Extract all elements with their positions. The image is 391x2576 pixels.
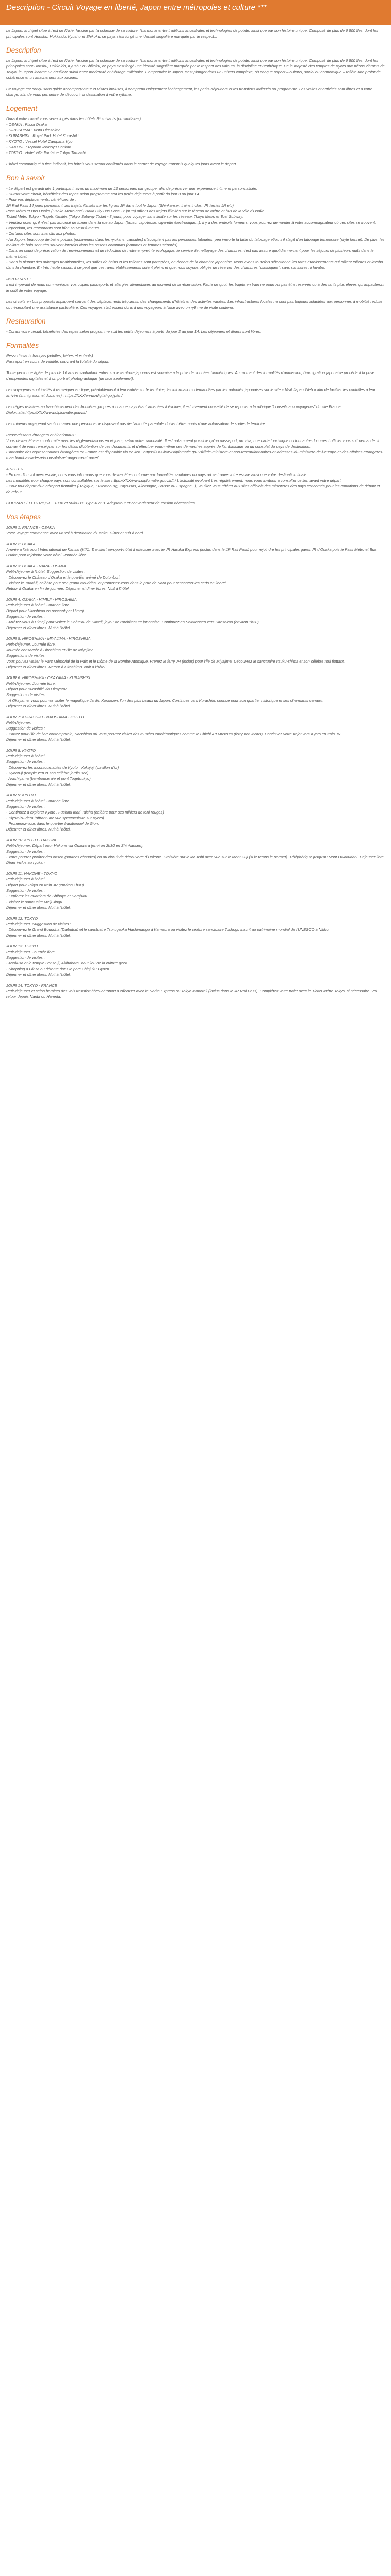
itinerary-day-title: JOUR 3: OSAKA - NARA - OSAKA xyxy=(6,564,67,568)
itinerary-day-title: JOUR 4: OSAKA - HIMEJI - HIROSHIMA xyxy=(6,597,77,602)
itinerary-day xyxy=(6,916,385,938)
itinerary-day-title: JOUR 2: OSAKA xyxy=(6,541,36,546)
itinerary-day-body: Petit-déjeuner à l'hôtel. Suggestion de visites : · Découvrez les incontournables de Kyoto : Kokujuji (pavillon d'or) · Ryoan-ji (temple zen et son célèbre jardin sec) · Arashiyama (bambouseraie et pont Togetsukyo). Déjeuner et dîner libres. Nuit à l'hôtel. xyxy=(6,754,119,787)
itinerary-day-title: JOUR 14: TOKYO - FRANCE xyxy=(6,983,57,988)
formalites-paragraph: Les règles relatives au franchissement des frontières propres à chaque pays étant amenées à évoluer, il est vivement conseillé de se reporter à la rubrique "conseils aux voyageurs" du site France Diplomatie.https://XXX/www.diplomatie.gouv.fr/ xyxy=(6,404,341,415)
formalites-paragraph: Toute personne âgée de plus de 16 ans et souhaitant entrer sur le territoire japonais est soumise à la prise de données biométriques. Au moment des formalités d'admission, l'immigration japonaise procède à la prise d'empreintes digitales et à un portrait photographique (de face seulement). xyxy=(6,370,374,381)
itinerary-day-title: JOUR 11: HAKONE - TOKYO xyxy=(6,871,57,876)
formalites-paragraph: A NOTER : - En cas d'un vol avec escale, nous vous informons que vous devrez être conforme aux formalités sanitaires du pays où se trouve votre escale ainsi que votre destination finale. Les modalités pour chaque pays sont consultables sur le site https://XXX/www.diplomatie.gouv.fr/fr/ L'actualité évoluant très régulièrement, nous vous invitons à consulter ce lien avant votre départ. - Pour tout départ d'un aéroport frontalier (Belgique, Luxembourg, Pays-Bas, Allemagne, Suisse ou Espagne...), veuillez vous référer aux sites officiels des ministères des pays concernés pour les conditions de départ et de retour. xyxy=(6,467,380,494)
itinerary-day-title: JOUR 12: TOKYO xyxy=(6,916,38,921)
logement-heading: Logement xyxy=(6,105,38,112)
itinerary-day-body: Votre voyage commence avec un vol à destination d'Osaka. Dîner et nuit à bord. xyxy=(6,531,144,535)
formalites-paragraph: Les mineurs voyageant seuls ou avec une personne ne disposant pas de l'autorité parentale doivent être munis d'une autorisation de sortie de territoire. xyxy=(6,421,266,426)
restauration-heading: Restauration xyxy=(6,317,46,325)
itinerary-day xyxy=(6,871,385,910)
description-heading: Description xyxy=(6,46,41,54)
itinerary-day xyxy=(6,837,385,866)
itinerary-day-body: Petit-déjeuner et selon horaires des vols transfert hôtel-aéroport à effectuer avec le Narita Express ou Tokyo Monorail (inclus dans le JR Rail Pass). Complétez votre trajet avec le Ticket Métro Tokyo, si nécessaire. Vol retour depuis Narita ou Haneda. xyxy=(6,989,377,999)
bon-a-savoir-paragraph: Les circuits en bus proposés impliquent souvent des déplacements fréquents, des changements d'hôtels et des activités variées. Les infrastructures locales ne sont pas toujours adaptées aux personnes à mobilité réduite ou nécessitant une assistance particulière. Ces voyages s'adressent donc à des voyageurs à l'aise avec un rythme de visite soutenu. xyxy=(6,299,383,310)
description-paragraph: Ce voyage est conçu sans guide accompagnateur et visites incluses, il comprend uniquement l'hébergement, les petits-déjeuners et les transferts indiqués au programme. Les visites et activités sont libres et à votre charge, afin de vous permettre de découvrir la destination à votre rythme. xyxy=(6,87,373,97)
formalites-paragraph: Ressortissants français (adultes, bébés et enfants) : Passeport en cours de validité, couvrant la totalité du séjour. xyxy=(6,353,110,364)
itinerary-day xyxy=(6,748,385,787)
etapes-heading: Vos étapes xyxy=(6,513,41,521)
itinerary-list xyxy=(6,524,385,999)
formalites-paragraph: Ressortissants étrangers et binationaux : Vous devrez être en conformité avec les réglementations en vigueur, selon votre nationalité. Il est notamment possible qu'un passeport, un visa, une carte touristique ou tout autre document officiel vous soit demandé. Il convient de vous renseigner sur les délais d'obtention de ces documents et d'effectuer vous-même ces démarches auprès de l'ambassade ou du consulat du pays de destination. L'annuaire des représentations étrangères en France est disponible via ce lien : https://XXX/www.diplomatie.gouv.fr/fr/le-ministere-et-son-reseau/annuaires-et-adresses-du-ministere-de-l-europe-et-des-affaires-etrangeres-maedi/ambassades-et-consulats-etrangers-en-france/ xyxy=(6,433,384,460)
itinerary-day xyxy=(6,982,385,999)
itinerary-day-body: Petit-déjeuner à l'hôtel. Journée libre. Suggestion de visites : · Continuez à explorer Kyoto : Fushimi Inari Taisha (célèbre pour ses milliers de torii rouges) · Kiyomizu-dera (offrant une vue spectaculaire sur Kyoto). · Promenez-vous dans le quartier traditionnel de Gion. Déjeuner et dîner libres. Nuit à l'hôtel. xyxy=(6,799,164,832)
bon-a-savoir-heading: Bon à savoir xyxy=(6,174,45,182)
itinerary-day-title: JOUR 6: HIROSHIMA - OKAYAMA - KURASHIKI xyxy=(6,675,90,680)
itinerary-day xyxy=(6,714,385,742)
itinerary-day-body: Petit-déjeuner à l'hôtel. Journée libre. Départ pour Hiroshima en passant par Himeji. Suggestion de visites : · Arrêtez-vous à Himeji pour visiter le Château de Himeji, joyau de l'architecture japonaise. Continuez en Shinkansen vers Hiroshima (environ 1h30). Déjeuner et dîner libres. Nuit à l'hôtel. xyxy=(6,603,260,630)
itinerary-day xyxy=(6,524,385,536)
itinerary-day-title: JOUR 13: TOKYO xyxy=(6,944,38,948)
itinerary-day-body: Petit-déjeuner. Suggestion de visites : · Découvrez le Grand Bouddha (Daibutsu) et le sanctuaire Tsurugaoka Hachimangu à Kamaura ou visitez le célèbre sanctuaire Toshogu inscrit au patrimoine mondial de l'UNESCO à Nikko. Déjeuner et dîner libres. Nuit à l'hôtel. xyxy=(6,922,330,938)
page-title: Description - Circuit Voyage en liberté, Japon entre métropoles et culture *** xyxy=(6,3,267,12)
intro-text: Le Japon, archipel situé à l'est de l'Asie, fascine par la richesse de sa culture, l'harmonie entre traditions ancestrales et technologies de pointe, ainsi que par son histoire unique. Composé de plus de 6 800 îles, dont les principales sont Honshu, Hokkaido, Kyushu et Shikoku, ce pays s'est forgé une identité singulière marquée par le respect... xyxy=(6,28,378,39)
itinerary-day xyxy=(6,675,385,709)
itinerary-day-title: JOUR 8: KYOTO xyxy=(6,748,36,753)
itinerary-day-body: Petit-déjeuner. Journée libre. Départ pour Kurashiki via Okayama. Suggestions de visites : · À Okayama, vous pourrez visiter le magnifique Jardin Korakuen, l'un des plus beaux du Japon. Continuez vers Kurashiki, connue pour son quartier historique et ses charmants canaux. Déjeuner et dîner libres. Nuit à l'hôtel. xyxy=(6,681,323,708)
itinerary-day-body: Petit-déjeuner à l'hôtel. Départ pour Tokyo en train JR (environ 1h30). Suggestion de visites : · Explorez les quartiers de Shibuya et Harajuku. · Visitez le sanctuaire Meiji Jingu. Déjeuner et dîner libres. Nuit à l'hôtel. xyxy=(6,877,88,910)
bon-a-savoir-paragraph: IMPORTANT : Il est impératif de nous communiquer vos copies passeports et allergies alimentaires au moment de la réservation. Faute de quoi, les trajets en train ne pourront pas être réservés ou à des tarifs plus élevés qui impacteront le coût de votre voyage. xyxy=(6,277,385,293)
itinerary-day-body: Petit-déjeuner. Suggestion de visites : · Partez pour l'île de l'art contemporain, Naoshima où vous pourrez visiter des musées emblématiques comme le Chichi Art Museum (ferry non inclus). Continuez votre trajet vers Kyoto en train JR. Déjeuner et dîner libres. Nuit à l'hôtel. xyxy=(6,720,342,742)
itinerary-day-title: JOUR 10: KYOTO - HAKONE xyxy=(6,838,58,842)
description-paragraph: Le Japon, archipel situé à l'est de l'Asie, fascine par la richesse de sa culture, l'harmonie entre traditions ancestrales et technologies de pointe, ainsi que par son histoire unique. Composé de plus de 6 800 îles, dont les principales sont Honshu, Hokkaido, Kyushu et Shikoku, ce pays s'est forgé une identité singulière marquée par le respect des valeurs, la discipline et l'esthétique. De la majesté des temples de Kyoto aux néons vibrants de Tokyo, le Japon incarne un équilibre subtil entre modernité et héritage millénaire. Comprendre le Japon, c'est plonger dans un univers complexe, où chaque aspect – culturel, social ou économique – reflète une profonde cohérence et un attachement aux racines. xyxy=(6,58,385,80)
itinerary-day-body: Petit-déjeuner. Journée libre. Journée consacrée à Hiroshima et l'île de Miyajima. Suggestions de visites : Vous pouvez visiter le Parc Mémorial de la Paix et le Dôme de la Bombe Atomique. Prenez le ferry JR (inclus) pour l'île de Miyajima. Découvrez le sanctuaire Itsuku-shima et son célèbre torii flottant. Déjeuner et dîner libres. Retour à Hiroshima. Nuit à l'hôtel. xyxy=(6,642,345,669)
itinerary-day-body: Arrivée à l'aéroport International de Kansai (KIX). Transfert aéroport-hôtel à effectuer avec le JR Haruka Express (inclus dans le JR Rail Pass) pour rejoindre les principales gares JR d'Osaka puis le Pass Métro et Bus Osaka pour rejoindre votre hôtel. Journée libre. xyxy=(6,547,377,557)
itinerary-day-body: Petit-déjeuner. Départ pour Hakone via Odawara (environ 2h30 en Shinkansen). Suggestion de visites : · Vous pourrez profiter des onsen (sources chaudes) ou du circuit de découverte d'Hakone. Croisière sur le lac Ashi avec vue sur le Mont Fuji (si le temps le permet). Téléphérique jusqu'au Mont Owakudani. Déjeuner libre. Dîner inclus au ryokan. xyxy=(6,843,385,865)
main-content xyxy=(0,25,391,999)
logement-paragraph: Durant votre circuit vous serez logés dans les hôtels 3* suivants (ou similaires) : - OSAKA : Plaza Osaka - HIROSHIMA : Vista Hiroshima - KURASHIKI : Royal Park Hotel Kurashiki - KYOTO : Vessel Hotel Campana Kyo - HAKONE : Ryokan Ichinoyu Honkan - TOKYO : Hotel Villa Fontaine Tokyo Tamachi xyxy=(6,116,143,155)
itinerary-day-title: JOUR 9: KYOTO xyxy=(6,793,36,798)
bon-a-savoir-paragraph: - Le départ est garanti dès 1 participant, avec un maximum de 10 personnes par groupe, afin de préserver une expérience intime et personnalisée. - Durant votre circuit, bénéficiez des repas selon programme soit les petits déjeuners à partir du jour 3 au jour 14. - Pour vos déplacements, bénéficiez de : JR Rail Pass 14 jours permettant des trajets illimités sur les lignes JR dans tout le Japon (Shinkansen trains inclus, JR ferries JR etc) Pass Métro et Bus Osaka (Osaka Metro and Osaka City Bus Pass - 2 jours) offrant des trajets illimités sur le réseau de métro et bus de la ville d'Osaka. Ticket Métro Tokyo - Trajets illimités (Tokyo Subway Ticket - 3 jours) pour voyager sans limite sur les réseaux Tokyo Metro et Toei Subway. - Veuillez noter qu'il n'est pas autorisé de fumer dans la rue au Japon (tabac, vapoteuse, cigarette électronique...). Il y a des endroits fumeurs, vous pourrez demander à votre accompagnateur où ces sites se trouvent. Cependant, les restaurants sont bien souvent fumeurs. - Certains sites sont interdits aux photos. - Au Japon, beaucoup de bains publics (notamment dans les ryokans, capsules) n'acceptent pas les personnes tatouées, peu importe la taille du tatouage et/ou s'il s'agit d'un tatouage temporaire (style henné). De plus, les maillots de bain sont très souvent interdits dans les onsens communs (hommes et femmes séparés). - Dans un souci de préservation de l'environnement et de réduction de notre empreinte écologique, le service de nettoyage des chambres n'est pas assuré quotidiennement pour les séjours de plusieurs nuits dans le même hôtel. - Dans la plupart des auberges traditionnelles, les salles de bains et les toilettes sont partagées, en dehors de la chambre japonaise. Nous avons toutefois sélectionné les rares établissements qui offrent toilettes et lavabo dans la chambre. En très haute saison, il se peut que ces rares établissements soient pleins et que nous soyons obligés de réserver des chambres "classiques", sans sanitaires ni lavabo. xyxy=(6,186,385,270)
itinerary-day xyxy=(6,943,385,977)
restauration-paragraph: - Durant votre circuit, bénéficiez des repas selon programme soit les petits déjeuners à partir du jour 3 au jour 14. Les déjeuners et dîners sont libres. xyxy=(6,329,262,334)
formalites-paragraph: Les voyageurs sont invités à renseigner en ligne, préalablement à leur entrée sur le territoire, les informations demandées par les autorités japonaises sur le site « Visit Japan Web » afin de faciliter les contrôles à leur arrivée (immigration et douanes) : https://XXX/en-us/digital-go.jp/en/ xyxy=(6,387,376,398)
logement-paragraph: L'hôtel communiqué à titre indicatif, les hôtels vous seront confirmés dans le carnet de voyage transmis quelques jours avant le départ. xyxy=(6,162,237,166)
itinerary-day-body: Petit-déjeuner à l'hôtel. Suggestion de visites : · Découvrez le Château d'Osaka et le quartier animé de Dotonbori. · Visitez le Todai-ji, célèbre pour son grand Bouddha, et promenez-vous dans le parc de Nara pour rencontrer les cerfs en liberté. Retour à Osaka en fin de journée. Déjeuner et dîner libres. Nuit à l'hôtel. xyxy=(6,569,227,591)
itinerary-day xyxy=(6,597,385,631)
itinerary-day-title: JOUR 1: FRANCE - OSAKA xyxy=(6,525,55,530)
itinerary-day xyxy=(6,563,385,591)
formalites-heading: Formalités xyxy=(6,342,39,349)
itinerary-day-body: Petit-déjeuner. Journée libre. Suggestion de visites : · Asakusa et le temple Senso-ji, Akihabara, haut lieu de la culture geek. · Shopping à Ginza ou détente dans le parc Shinjuku Gyoen. Déjeuner et dîner libres. Nuit à l'hôtel. xyxy=(6,950,128,977)
itinerary-day xyxy=(6,792,385,832)
itinerary-day xyxy=(6,636,385,670)
itinerary-day-title: JOUR 7: KURASHIKI - NAOSHIMA - KYOTO xyxy=(6,715,84,719)
itinerary-day xyxy=(6,541,385,558)
formalites-paragraph: COURANT ÉLECTRIQUE : 100V et 50/60Hz. Type A et B. Adaptateur et convertisseur de tension nécessaires. xyxy=(6,501,196,505)
page-header xyxy=(0,0,391,25)
itinerary-day-title: JOUR 5: HIROSHIMA - MIYAJIMA - HIROSHIMA xyxy=(6,636,91,641)
